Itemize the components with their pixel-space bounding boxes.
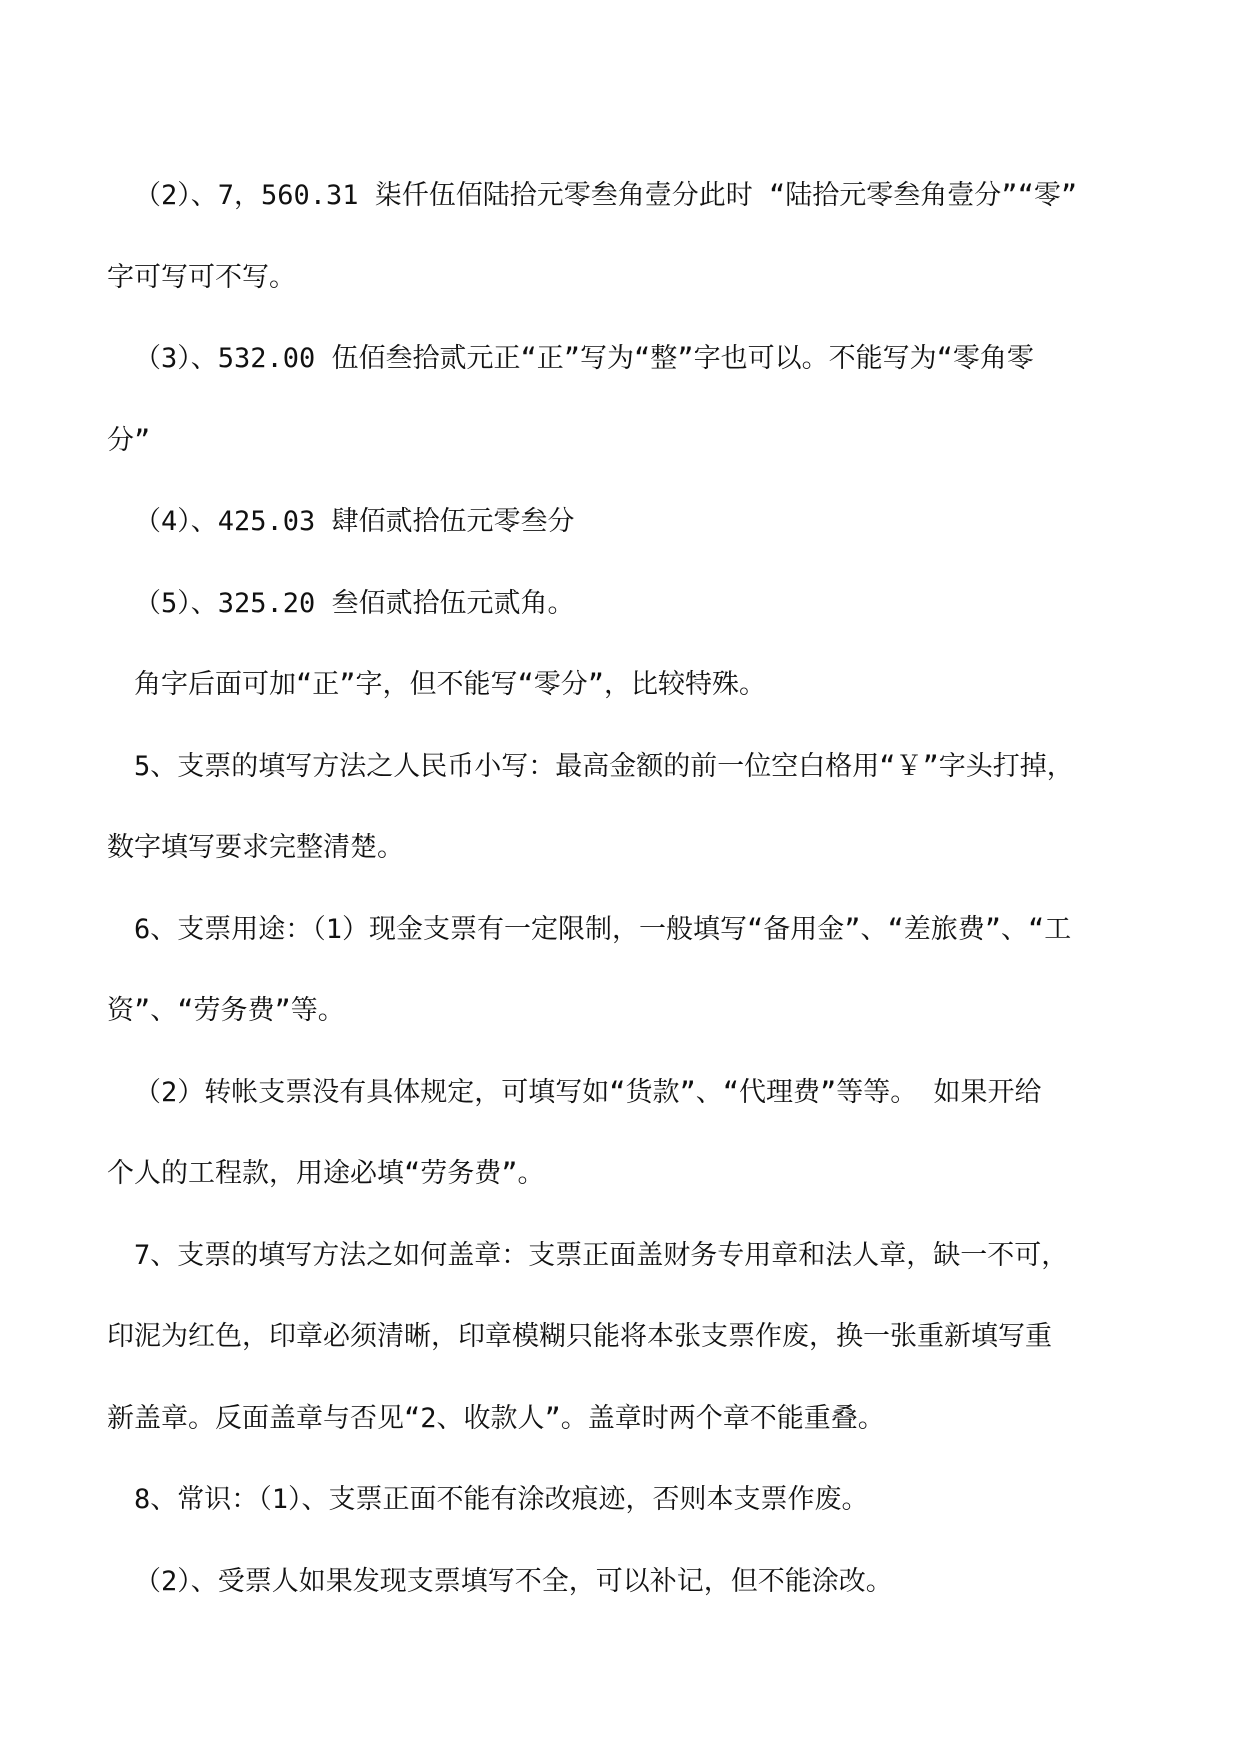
text-line: 印泥为红色，印章必须清晰，印章模糊只能将本张支票作废，换一张重新填写重: [107, 1321, 1052, 1352]
text-line: 新盖章。反面盖章与否见“2、收款人”。盖章时两个章不能重叠。: [107, 1402, 885, 1434]
text-line: （2）、受票人如果发现支票填写不全，可以补记，但不能涂改。: [134, 1565, 893, 1597]
text-line: 8、常识：（1）、支票正面不能有涂改痕迹，否则本支票作废。: [134, 1484, 869, 1515]
document-body: [107, 155, 1147, 1622]
text-line: （3）、532.00 伍佰叁拾贰元正“正”写为“整”字也可以。不能写为“零角零: [134, 343, 1034, 374]
text-line: 6、支票用途：（1）现金支票有一定限制，一般填写“备用金”、“差旅费”、“工: [134, 913, 1072, 945]
text-line: （2）、7，560.31 柒仟伍佰陆拾元零叁角壹分此时 “陆拾元零叁角壹分”“零”: [134, 180, 1078, 211]
text-line: （2）转帐支票没有具体规定，可填写如“货款”、“代理费”等等。 如果开给: [134, 1076, 1042, 1108]
text-line: 字可写可不写。: [107, 261, 296, 293]
text-line: 资”、“劳务费”等。: [107, 995, 345, 1026]
text-line: 数字填写要求完整清楚。: [107, 832, 404, 863]
text-line: （5）、325.20 叁佰贰拾伍元贰角。: [134, 587, 575, 619]
text-line: 角字后面可加“正”字，但不能写“零分”，比较特殊。: [134, 669, 767, 700]
text-line: （4）、425.03 肆佰贰拾伍元零叁分: [134, 506, 575, 537]
text-line: 分”: [107, 424, 151, 456]
text-line: 个人的工程款，用途必填“劳务费”。: [107, 1158, 545, 1189]
text-line: 7、支票的填写方法之如何盖章：支票正面盖财务专用章和法人章，缺一不可，: [134, 1239, 1069, 1271]
text-line: 5、支票的填写方法之人民币小写：最高金额的前一位空白格用“￥”字头打掉，: [134, 750, 1074, 782]
